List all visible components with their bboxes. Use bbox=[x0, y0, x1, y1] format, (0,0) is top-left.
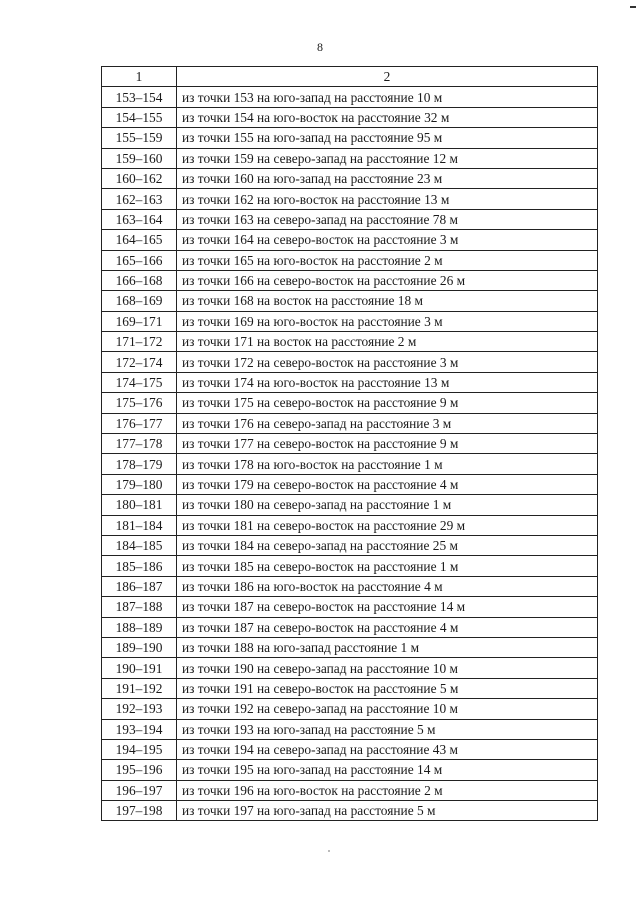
table-row bbox=[102, 311, 598, 331]
table-row bbox=[102, 372, 598, 392]
table-row bbox=[102, 474, 598, 494]
segment-cell: 165–166 bbox=[102, 250, 177, 270]
segment-cell: 154–155 bbox=[102, 107, 177, 127]
description-cell: из точки 175 на северо-восток на расстояние 9 м bbox=[177, 393, 598, 413]
segment-cell: 162–163 bbox=[102, 189, 177, 209]
description-cell: из точки 185 на северо-восток на расстояние 1 м bbox=[177, 556, 598, 576]
description-cell: из точки 181 на северо-восток на расстояние 29 м bbox=[177, 515, 598, 535]
table-row bbox=[102, 250, 598, 270]
segment-cell: 159–160 bbox=[102, 148, 177, 168]
table-row bbox=[102, 413, 598, 433]
table-body bbox=[102, 87, 598, 821]
segment-cell: 166–168 bbox=[102, 270, 177, 290]
table-row bbox=[102, 148, 598, 168]
description-cell: из точки 169 на юго-восток на расстояние 3 м bbox=[177, 311, 598, 331]
description-cell: из точки 180 на северо-запад на расстояние 1 м bbox=[177, 495, 598, 515]
description-cell: из точки 195 на юго-запад на расстояние 14 м bbox=[177, 760, 598, 780]
segment-cell: 193–194 bbox=[102, 719, 177, 739]
description-cell: из точки 179 на северо-восток на расстояние 4 м bbox=[177, 474, 598, 494]
description-cell: из точки 165 на юго-восток на расстояние 2 м bbox=[177, 250, 598, 270]
description-cell: из точки 187 на северо-восток на расстояние 14 м bbox=[177, 597, 598, 617]
segment-cell: 196–197 bbox=[102, 780, 177, 800]
segment-cell: 190–191 bbox=[102, 658, 177, 678]
table-row bbox=[102, 739, 598, 759]
scan-corner-mark bbox=[630, 6, 636, 8]
description-cell: из точки 164 на северо-восток на расстояние 3 м bbox=[177, 230, 598, 250]
description-cell: из точки 187 на северо-восток на расстояние 4 м bbox=[177, 617, 598, 637]
column-header-segment: 1 bbox=[102, 67, 177, 87]
description-cell: из точки 153 на юго-запад на расстояние 10 м bbox=[177, 87, 598, 107]
description-cell: из точки 177 на северо-восток на расстояние 9 м bbox=[177, 434, 598, 454]
description-cell: из точки 190 на северо-запад на расстояние 10 м bbox=[177, 658, 598, 678]
table-row bbox=[102, 128, 598, 148]
table-row bbox=[102, 495, 598, 515]
description-cell: из точки 172 на северо-восток на расстояние 3 м bbox=[177, 352, 598, 372]
description-cell: из точки 154 на юго-восток на расстояние 32 м bbox=[177, 107, 598, 127]
segment-cell: 191–192 bbox=[102, 678, 177, 698]
description-cell: из точки 197 на юго-запад на расстояние 5 м bbox=[177, 801, 598, 821]
description-cell: из точки 155 на юго-запад на расстояние 95 м bbox=[177, 128, 598, 148]
segment-cell: 180–181 bbox=[102, 495, 177, 515]
description-cell: из точки 196 на юго-восток на расстояние 2 м bbox=[177, 780, 598, 800]
segment-cell: 177–178 bbox=[102, 434, 177, 454]
segment-cell: 160–162 bbox=[102, 168, 177, 188]
description-cell: из точки 168 на восток на расстояние 18 м bbox=[177, 291, 598, 311]
table-row bbox=[102, 291, 598, 311]
table-row bbox=[102, 719, 598, 739]
segment-cell: 164–165 bbox=[102, 230, 177, 250]
description-cell: из точки 194 на северо-запад на расстояние 43 м bbox=[177, 739, 598, 759]
segment-cell: 187–188 bbox=[102, 597, 177, 617]
table-row bbox=[102, 332, 598, 352]
table-row bbox=[102, 658, 598, 678]
segment-cell: 181–184 bbox=[102, 515, 177, 535]
description-cell: из точки 192 на северо-запад на расстояние 10 м bbox=[177, 699, 598, 719]
table-row bbox=[102, 393, 598, 413]
description-cell: из точки 162 на юго-восток на расстояние 13 м bbox=[177, 189, 598, 209]
segment-cell: 169–171 bbox=[102, 311, 177, 331]
table-row bbox=[102, 434, 598, 454]
description-cell: из точки 160 на юго-запад на расстояние 23 м bbox=[177, 168, 598, 188]
table-row bbox=[102, 597, 598, 617]
segment-cell: 153–154 bbox=[102, 87, 177, 107]
segment-cell: 168–169 bbox=[102, 291, 177, 311]
table-row bbox=[102, 270, 598, 290]
table-header-row bbox=[102, 67, 598, 87]
description-cell: из точки 188 на юго-запад расстояние 1 м bbox=[177, 637, 598, 657]
segment-cell: 192–193 bbox=[102, 699, 177, 719]
segment-cell: 174–175 bbox=[102, 372, 177, 392]
column-header-description: 2 bbox=[177, 67, 598, 87]
description-cell: из точки 186 на юго-восток на расстояние 4 м bbox=[177, 576, 598, 596]
segment-cell: 178–179 bbox=[102, 454, 177, 474]
table-row bbox=[102, 87, 598, 107]
segment-cell: 185–186 bbox=[102, 556, 177, 576]
table-row bbox=[102, 760, 598, 780]
segment-cell: 188–189 bbox=[102, 617, 177, 637]
segment-cell: 184–185 bbox=[102, 535, 177, 555]
table-row bbox=[102, 637, 598, 657]
description-cell: из точки 171 на восток на расстояние 2 м bbox=[177, 332, 598, 352]
segment-cell: 194–195 bbox=[102, 739, 177, 759]
segment-cell: 189–190 bbox=[102, 637, 177, 657]
table-row bbox=[102, 576, 598, 596]
description-cell: из точки 193 на юго-запад на расстояние 5 м bbox=[177, 719, 598, 739]
segment-cell: 179–180 bbox=[102, 474, 177, 494]
segment-cell: 175–176 bbox=[102, 393, 177, 413]
table-row bbox=[102, 556, 598, 576]
description-cell: из точки 163 на северо-запад на расстояние 78 м bbox=[177, 209, 598, 229]
segment-cell: 195–196 bbox=[102, 760, 177, 780]
segment-cell: 186–187 bbox=[102, 576, 177, 596]
table-row bbox=[102, 209, 598, 229]
table-row bbox=[102, 617, 598, 637]
segment-cell: 163–164 bbox=[102, 209, 177, 229]
segment-cell: 197–198 bbox=[102, 801, 177, 821]
boundary-segments-table bbox=[101, 66, 598, 821]
segment-cell: 172–174 bbox=[102, 352, 177, 372]
table-row bbox=[102, 454, 598, 474]
table-row bbox=[102, 168, 598, 188]
description-cell: из точки 191 на северо-восток на расстояние 5 м bbox=[177, 678, 598, 698]
table-row bbox=[102, 678, 598, 698]
table-row bbox=[102, 230, 598, 250]
scan-dot bbox=[328, 850, 330, 852]
table-row bbox=[102, 780, 598, 800]
description-cell: из точки 178 на юго-восток на расстояние 1 м bbox=[177, 454, 598, 474]
description-cell: из точки 176 на северо-запад на расстояние 3 м bbox=[177, 413, 598, 433]
table-row bbox=[102, 801, 598, 821]
table-row bbox=[102, 699, 598, 719]
table-row bbox=[102, 515, 598, 535]
description-cell: из точки 174 на юго-восток на расстояние 13 м bbox=[177, 372, 598, 392]
description-cell: из точки 184 на северо-запад на расстояние 25 м bbox=[177, 535, 598, 555]
segment-cell: 155–159 bbox=[102, 128, 177, 148]
table-row bbox=[102, 535, 598, 555]
table-row bbox=[102, 189, 598, 209]
table-row bbox=[102, 107, 598, 127]
segment-cell: 171–172 bbox=[102, 332, 177, 352]
segment-cell: 176–177 bbox=[102, 413, 177, 433]
table-row bbox=[102, 352, 598, 372]
page-number: 8 bbox=[317, 40, 323, 54]
description-cell: из точки 166 на северо-восток на расстояние 26 м bbox=[177, 270, 598, 290]
description-cell: из точки 159 на северо-запад на расстояние 12 м bbox=[177, 148, 598, 168]
